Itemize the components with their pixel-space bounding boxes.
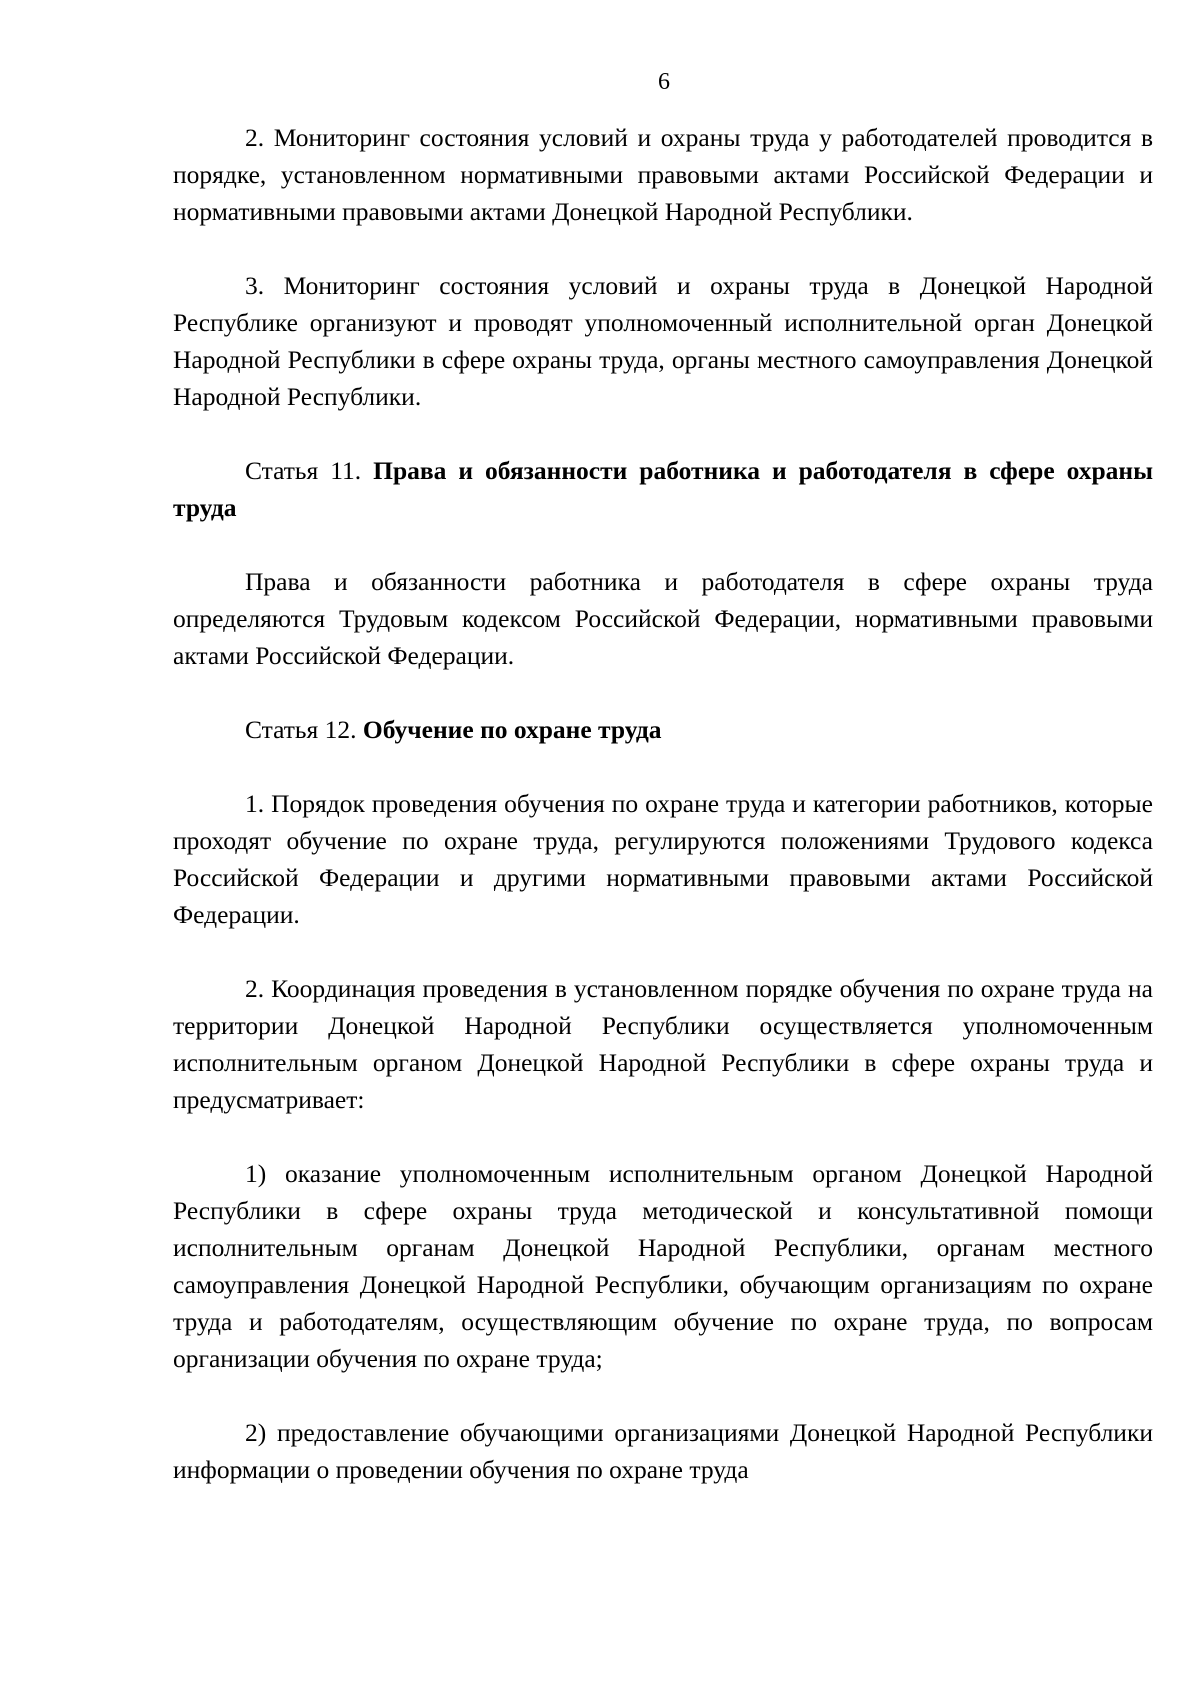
document-body <box>173 119 1153 1488</box>
article-12-item-1: 1. Порядок проведения обучения по охране труда и категории работников, которые проходят обучение по охране труда, регулируются положениями Трудового кодекса Российской Федерации и другими нормативными правовыми актами Российской Федерации. <box>173 789 1153 929</box>
article-11-heading <box>173 452 1153 526</box>
article-12-item-2: 2. Координация проведения в установленном порядке обучения по охране труда на территории Донецкой Народной Республики осуществляется уполномоченным исполнительным органом Донецкой Народной Республики в сфере охраны труда и предусматривает: <box>173 974 1153 1114</box>
paragraph-monitoring-employers: 2. Мониторинг состояния условий и охраны труда у работодателей проводится в порядке, установленном нормативными правовыми актами Российской Федерации и нормативными правовыми актами Донецкой Народной Республики. <box>173 123 1153 226</box>
page-number: 6 <box>658 69 670 95</box>
paragraph-monitoring-organization: 3. Мониторинг состояния условий и охраны труда в Донецкой Народной Республике организуют и проводят уполномоченный исполнительной орган Донецкой Народной Республики в сфере охраны труда, органы местного самоуправления Донецкой Народной Республики. <box>173 271 1153 411</box>
article-12-subitem-1: 1) оказание уполномоченным исполнительным органом Донецкой Народной Республики в сфере охраны труда методической и консультативной помощи исполнительным органам Донецкой Народной Республики, органам местного самоуправления Донецкой Народной Республики, обучающим организациям по охране труда и работодателям, осуществляющим обучение по охране труда, по вопросам организации обучения по охране труда; <box>173 1159 1153 1373</box>
article-12-prefix: Статья 12. <box>245 715 357 744</box>
article-12-heading <box>173 711 1153 748</box>
article-11-prefix: Статья 11. <box>245 456 362 485</box>
article-12-title: Обучение по охране труда <box>362 715 662 744</box>
article-11-body: Права и обязанности работника и работодателя в сфере охраны труда определяются Трудовым кодексом Российской Федерации, нормативными правовыми актами Российской Федерации. <box>173 567 1153 670</box>
article-11-title: Права и обязанности работника и работодателя в сфере охраны труда <box>173 456 1153 522</box>
article-12-subitem-2: 2) предоставление обучающими организациями Донецкой Народной Республики информации о проведении обучения по охране труда <box>173 1418 1153 1484</box>
